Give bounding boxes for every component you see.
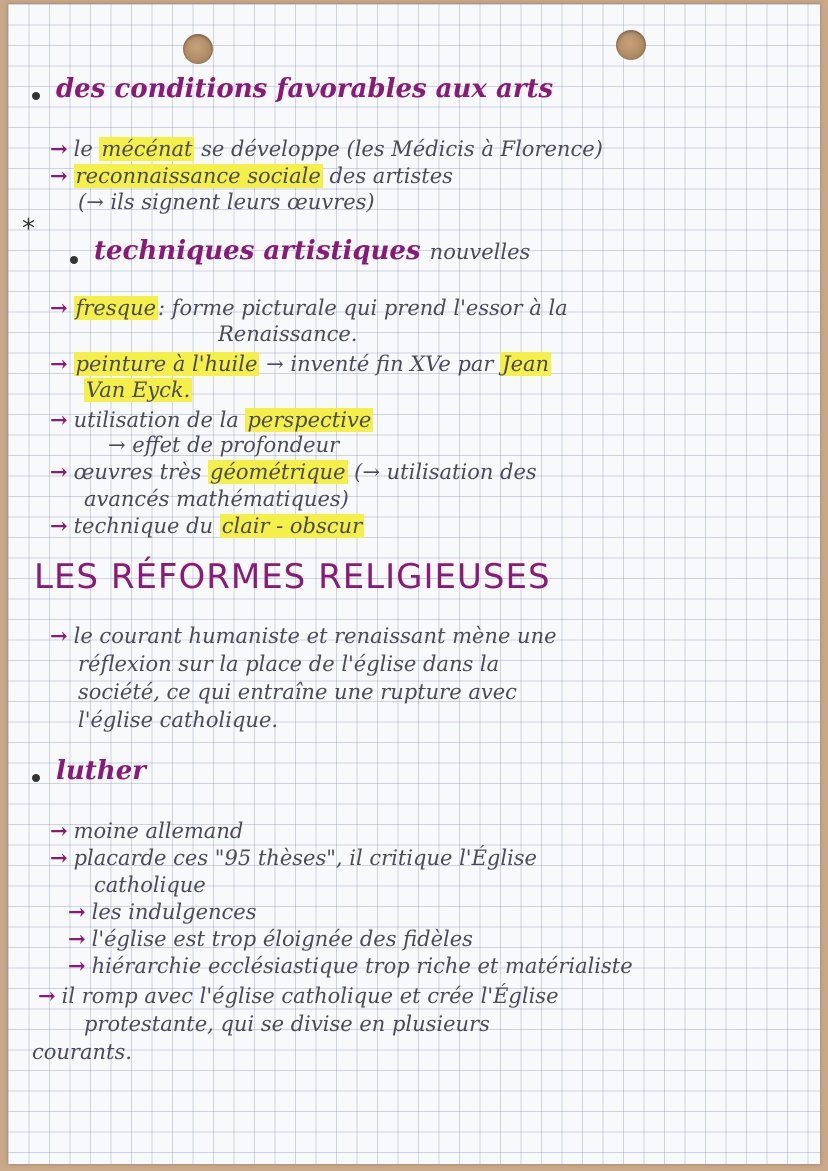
note-line-courants: courants. — [32, 1040, 132, 1064]
note-line-reconnaissance: → reconnaissance sociale des artistes — [50, 163, 453, 188]
note-line-catholique: catholique — [94, 873, 206, 897]
bullet-point — [32, 774, 40, 782]
note-line-romp: → il romp avec l'église catholique et crée l'Église — [38, 983, 559, 1008]
note-line-geometrique: → œuvres très géométrique (→ utilisation des — [50, 459, 537, 484]
heading-conditions: des conditions favorables aux arts — [56, 74, 554, 104]
section-title-reformes: LES RÉFORMES RELIGIEUSES — [34, 557, 551, 597]
note-line-clair-obscur: → technique du clair - obscur — [50, 513, 363, 538]
note-subline-indulgences: → les indulgences — [68, 899, 257, 924]
note-line-fresque: → fresque: forme picturale qui prend l'essor à la — [50, 295, 568, 320]
note-subline-profondeur: → effet de profondeur — [108, 433, 340, 457]
paragraph-line-1: → le courant humaniste et renaissant mène une — [50, 623, 557, 648]
note-line-vaneyck: Van Eyck. — [86, 378, 191, 402]
note-subline-signent: (→ ils signent leurs œuvres) — [78, 190, 375, 214]
heading-techniques: techniques artistiques nouvelles — [94, 236, 531, 266]
note-line-renaissance: Renaissance. — [218, 322, 358, 346]
paragraph-line-4: l'église catholique. — [78, 708, 279, 732]
star-mark: * — [22, 214, 35, 244]
paragraph-line-2: réflexion sur la place de l'église dans la — [78, 652, 500, 676]
note-line-moine: → moine allemand — [50, 818, 244, 843]
note-line-peinture: → peinture à l'huile → inventé fin XVe par Jean — [50, 351, 550, 376]
binder-hole-right — [616, 30, 646, 60]
bullet-point — [70, 256, 78, 264]
bullet-point — [32, 92, 40, 100]
note-line-mecenat: → le mécénat se développe (les Médicis à Florence) — [50, 136, 603, 161]
heading-luther: luther — [56, 756, 146, 786]
note-line-perspective: → utilisation de la perspective — [50, 407, 372, 432]
notebook-page — [8, 4, 820, 1164]
note-line-placarde: → placarde ces "95 thèses", il critique l'Église — [50, 845, 537, 870]
note-line-protestante: protestante, qui se divise en plusieurs — [84, 1012, 490, 1036]
paragraph-line-3: société, ce qui entraîne une rupture avec — [78, 680, 517, 704]
note-subline-eloignee: → l'église est trop éloignée des fidèles — [68, 926, 473, 951]
binder-hole-left — [183, 34, 213, 64]
note-line-mathematiques: avancés mathématiques) — [84, 487, 349, 511]
note-subline-hierarchie: → hiérarchie ecclésiastique trop riche et matérialiste — [68, 953, 633, 978]
